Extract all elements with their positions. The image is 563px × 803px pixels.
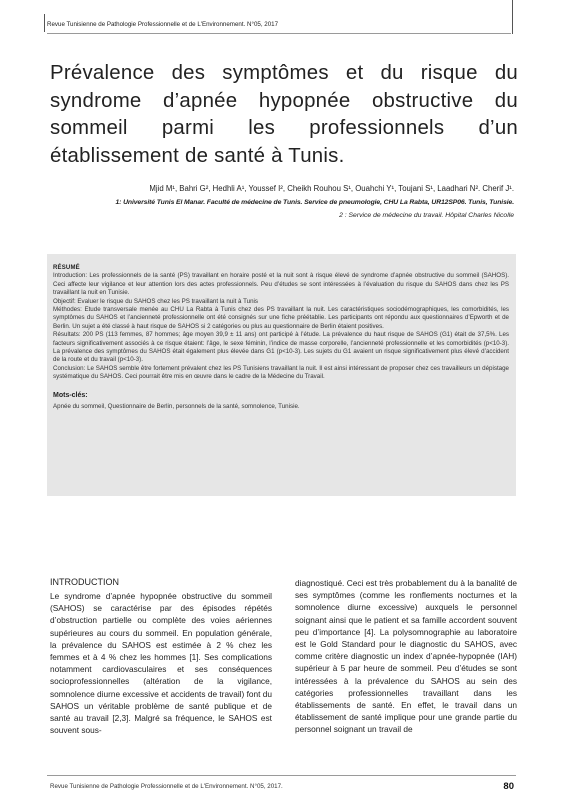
section-heading-introduction: INTRODUCTION: [50, 577, 119, 587]
running-footer: Revue Tunisienne de Pathologie Professionnelle et de L'Environnement. N°05, 2017.: [50, 783, 283, 790]
abstract-introduction: Introduction: Les professionnels de la santé (PS) travaillant en horaire posté et la nuit sont à risque élevé de syndrome d’apnée obstructive du sommeil (SAHOS). Ceci affecte leur vigilance et leur attention lors des actes professionnels. Peu d’études se sont intéressées à l’évaluation du risque du SAHOS dans chez les PS travaillant la nuit en Tunisie.: [53, 272, 509, 297]
affiliation-1: 1: Université Tunis El Manar. Faculté de médecine de Tunis. Service de pneumologie, CHU La Rabta, UR12SP06. Tunis, Tunisie.: [115, 199, 514, 206]
author-list: Mjid M¹, Bahri G², Hedhli A¹, Youssef I², Cheikh Rouhou S¹, Ouahchi Y¹, Toujani S¹, Laadhari N². Cherif J¹.: [149, 184, 514, 193]
abstract-conclusion: Conclusion: Le SAHOS semble être fortement prévalent chez les PS Tunisiens travaillant la nuit. Il est ainsi intéressant de proposer chez ces travailleurs un dépistage systématique du SAHOS. Ceci pourrait être mis en œuvre dans le cadre de la Médecine du Travail.: [53, 364, 509, 381]
article-title: Prévalence des symptômes et du risque du syndrome d’apnée hypopnée obstructive du sommeil parmi les professionnels d’un établissement de santé à Tunis.: [50, 62, 518, 167]
affiliation-2: 2 : Service de médecine du travail. Hôpital Charles Nicolle: [339, 212, 514, 219]
body-column-left: Le syndrome d’apnée hypopnée obstructive du sommeil (SAHOS) se caractérise par des épisodes répétés d’obstruction partielle ou complète des voies aériennes supérieures au cours du sommeil. En population générale, la prévalence du SAHOS est estimée à 2 % chez les femmes et à 4 % chez les hommes [1]. Ses complications notamment cardiovasculaires et ses conséquences socioprofessionnelles (altération de la vigilance, somnolence diurne excessive et accidents de travail) font du SAHOS un véritable problème de santé publique et de santé au travail [2,3]. Malgré sa fréquence, le SAHOS est souvent sous-: [50, 591, 272, 736]
body-column-right: diagnostiqué. Ceci est très probablement du à la banalité de ses symptômes (comme les ronflements nocturnes et la somnolence diurne excessive) auxquels le personnel soignant ainsi que le patient et sa famille accordent souvent peu d’importance [4]. La polysomnographie au laboratoire est le Gold Standard pour le diagnostic du SAHOS, avec comme critère diagnostic un index d’apnée-hypopnée (IAH) supérieur à 5 par heure de sommeil. Peu d’études se sont intéressées à la prévalence du SAHOS au sein des catégories professionnelles travaillant dans les établissements de santé. En effet, le travail dans un établissement de santé implique pour une grande partie du personnel soignant un travail de: [295, 578, 517, 735]
keywords: Apnée du sommeil, Questionnaire de Berlin, personnels de la santé, somnolence, Tunisie.: [53, 403, 300, 411]
crop-mark-right: [512, 0, 513, 34]
keywords-heading: Mots-clés:: [53, 391, 88, 399]
abstract-heading: RÉSUMÉ: [53, 265, 80, 271]
abstract-objectif: Objectif: Evaluer le risque du SAHOS chez les PS travaillant la nuit à Tunis: [53, 297, 258, 305]
abstract-body: [53, 264, 509, 412]
page-number: 80: [503, 781, 514, 792]
running-header: Revue Tunisienne de Pathologie Professionnelle et de L'Environnement. N°05, 2017: [47, 21, 279, 28]
header-divider: [47, 33, 511, 34]
abstract-methodes: Méthodes: Etude transversale menée au CHU La Rabta à Tunis chez des PS travaillant la nuit. Les caractéristiques sociodémographiques, les comorbidités, les symptômes du SAHOS et l’ancienneté professionnelle ont été consignés sur une fiche préétablie. Les participants ont répondu aux questionnaires d’Epworth et de Berlin. Un sujet a été classé à haut risque de SAHOS si 2 catégories ou plus au questionnaire de Berlin étaient positives.: [53, 306, 509, 330]
abstract-resultats: Résultats: 200 PS (113 femmes, 87 hommes; âge moyen 39,9 ± 11 ans) ont participé à l’étude. La prévalence du haut risque de SAHOS (G1) était de 37,5%. Les facteurs significativement associés à ce risque étaient: l’âge, le sexe féminin, l’indice de masse corporelle, l’ancienneté professionnelle et les comorbidités (p<10-3). La prévalence des symptômes du SAHOS était également plus élevée dans G1 (p<10-3). Les sujets du G1 avaient un risque significativement plus élevé d’accident de la route et du travail (p<10-3).: [53, 331, 509, 364]
abstract-box: [47, 254, 516, 496]
crop-mark-left: [44, 14, 45, 32]
footer-divider: [47, 775, 516, 776]
